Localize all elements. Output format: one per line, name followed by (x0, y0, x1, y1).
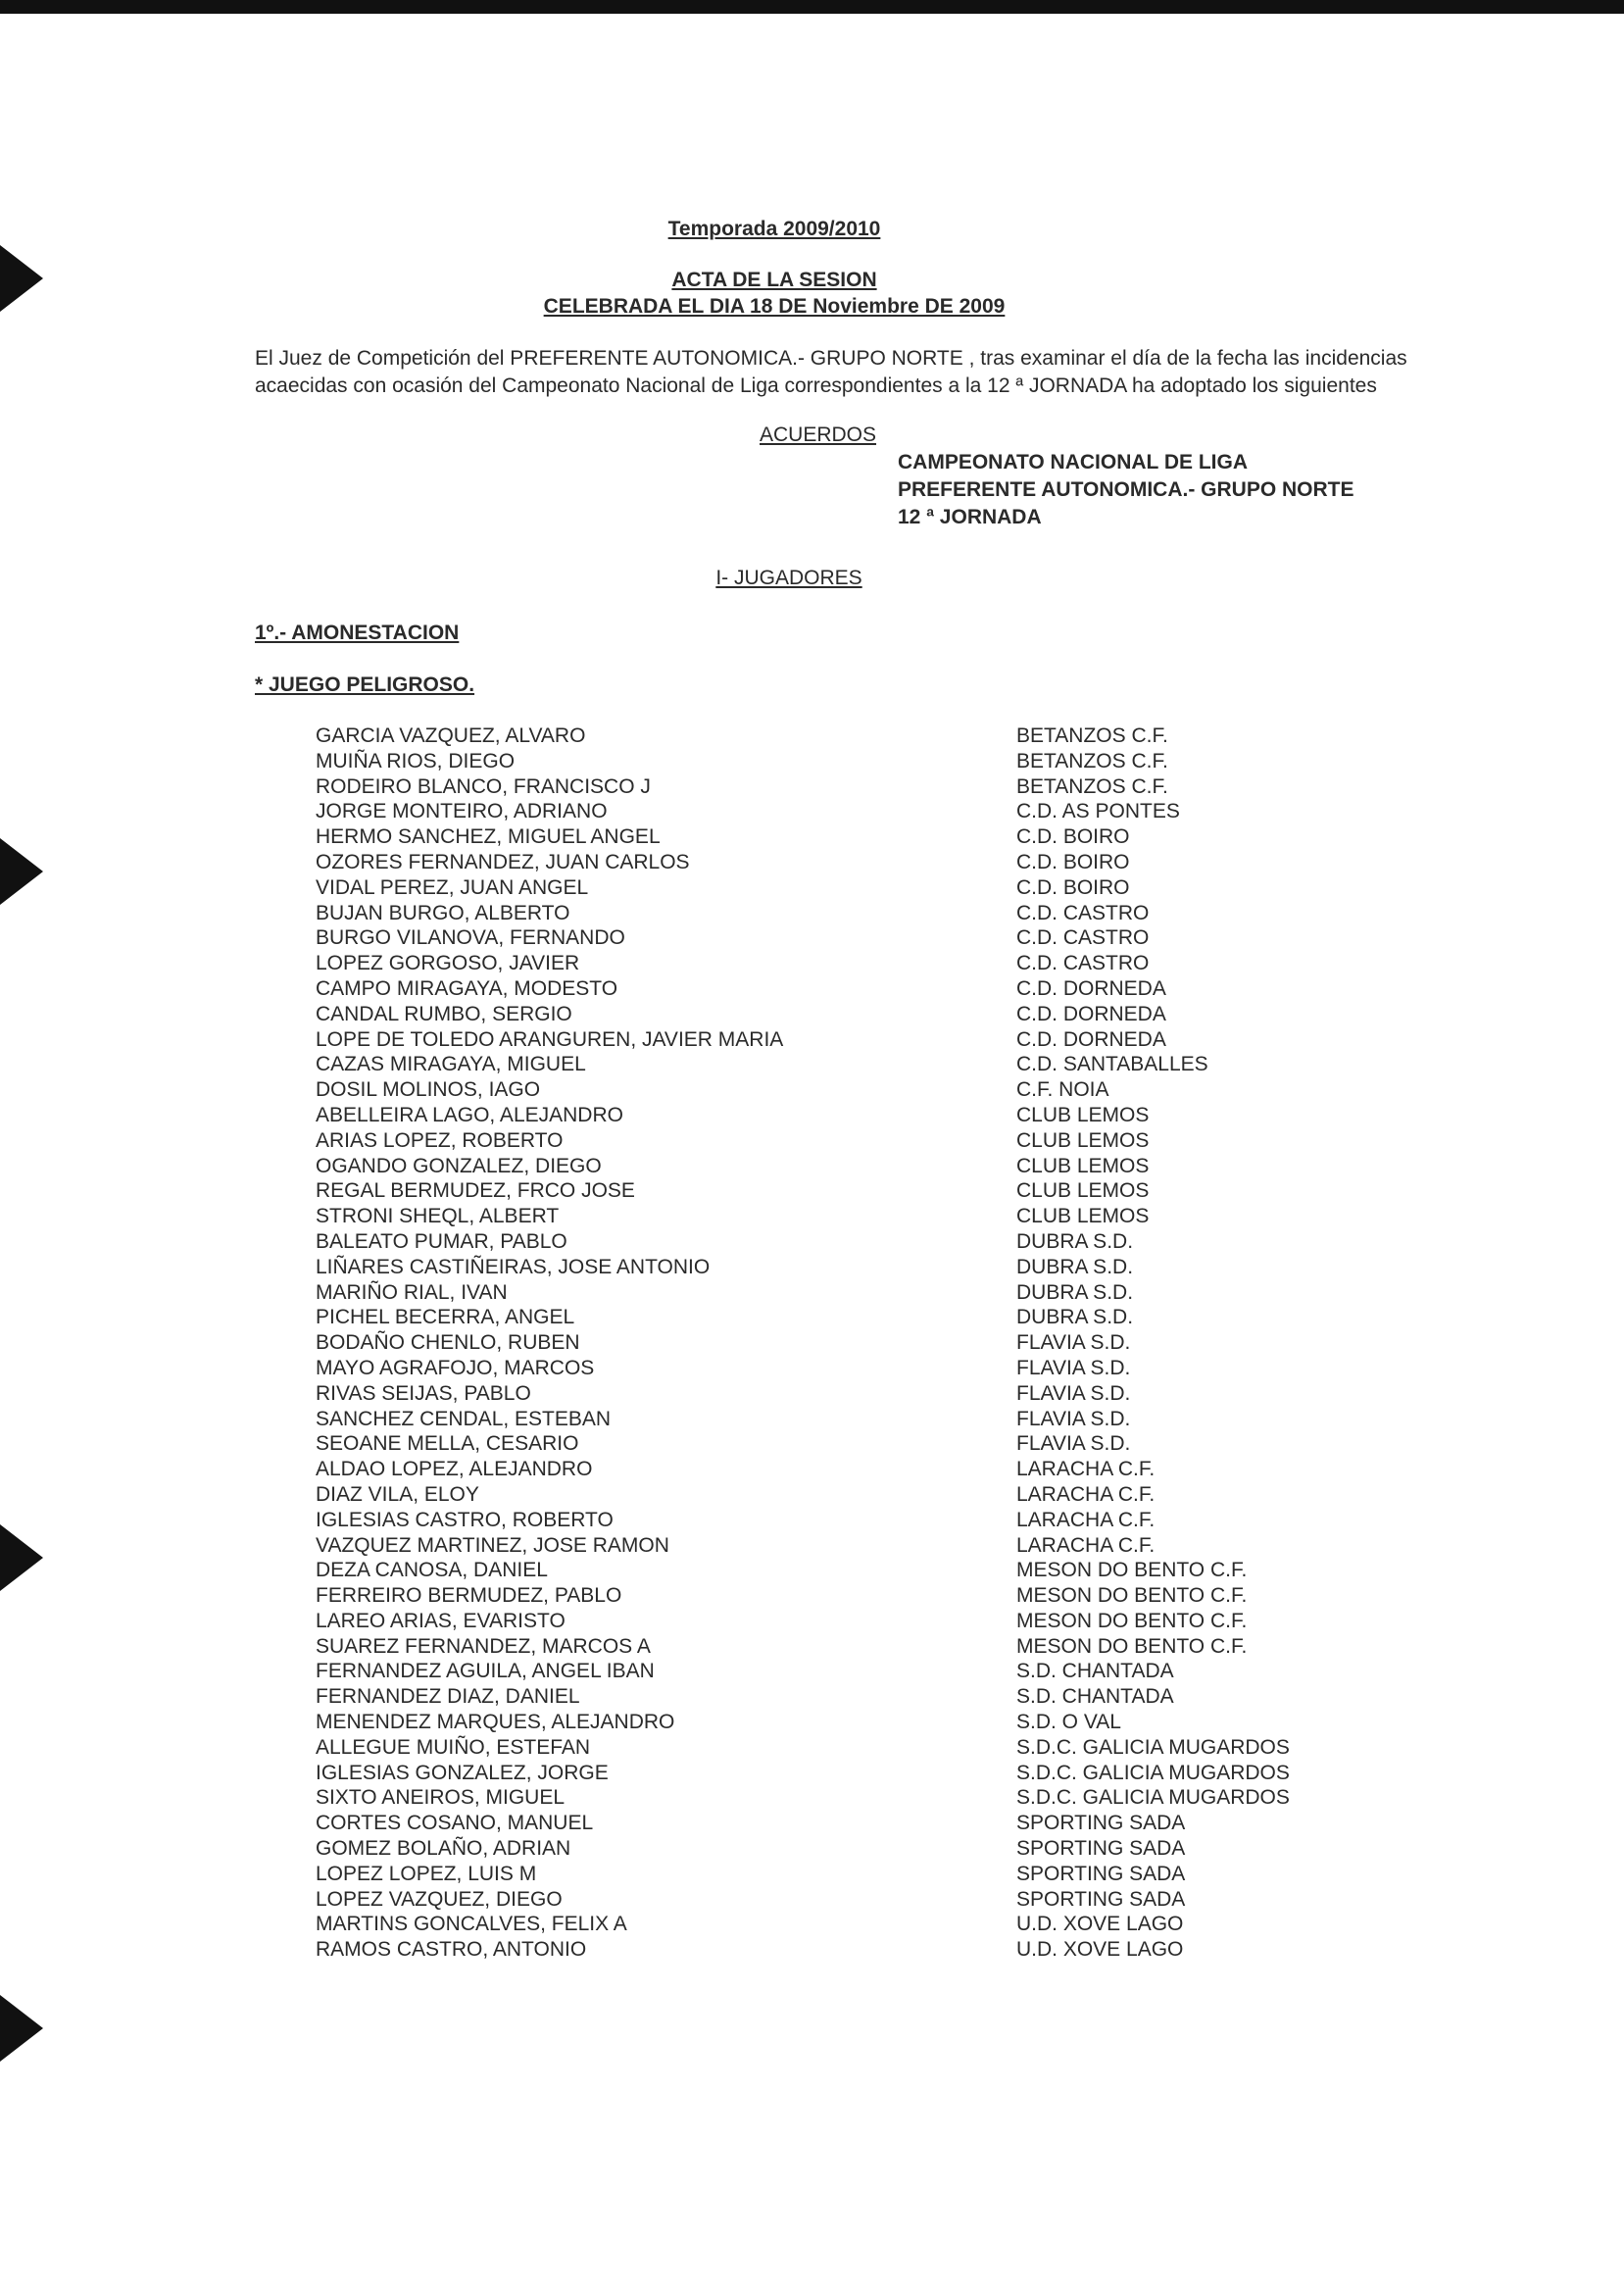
player-club: C.D. BOIRO (1016, 875, 1130, 899)
player-row (0, 1659, 1624, 1684)
player-club: MESON DO BENTO C.F. (1016, 1609, 1248, 1632)
player-club: C.D. DORNEDA (1016, 976, 1166, 1000)
player-club: BETANZOS C.F. (1016, 774, 1168, 798)
player-row (0, 1128, 1624, 1154)
player-club: MESON DO BENTO C.F. (1016, 1559, 1248, 1582)
player-row (0, 774, 1624, 800)
player-row (0, 1407, 1624, 1432)
player-name: ALDAO LOPEZ, ALEJANDRO (316, 1458, 593, 1481)
player-club: C.D. CASTRO (1016, 901, 1150, 924)
player-row (0, 723, 1624, 749)
player-row (0, 1457, 1624, 1482)
player-name: CAZAS MIRAGAYA, MIGUEL (316, 1053, 586, 1076)
player-club: C.D. BOIRO (1016, 825, 1130, 849)
player-name: CAMPO MIRAGAYA, MODESTO (316, 976, 618, 1000)
player-name: BUJAN BURGO, ALBERTO (316, 901, 570, 924)
player-row (0, 1912, 1624, 1937)
player-name: RAMOS CASTRO, ANTONIO (316, 1938, 587, 1962)
player-club: FLAVIA S.D. (1016, 1331, 1131, 1355)
player-club: MESON DO BENTO C.F. (1016, 1634, 1248, 1658)
player-club: CLUB LEMOS (1016, 1103, 1150, 1126)
player-club: SPORTING SADA (1016, 1837, 1186, 1861)
player-name: RIVAS SEIJAS, PABLO (316, 1381, 531, 1405)
player-club: S.D. CHANTADA (1016, 1660, 1174, 1683)
player-row (0, 1305, 1624, 1330)
player-club: CLUB LEMOS (1016, 1154, 1150, 1177)
player-name: GARCIA VAZQUEZ, ALVARO (316, 724, 586, 747)
player-row (0, 1583, 1624, 1609)
player-row (0, 1785, 1624, 1811)
player-club: LARACHA C.F. (1016, 1533, 1156, 1557)
player-club: DUBRA S.D. (1016, 1280, 1134, 1304)
player-row (0, 901, 1624, 926)
player-name: ARIAS LOPEZ, ROBERTO (316, 1128, 564, 1152)
player-club: SPORTING SADA (1016, 1887, 1186, 1911)
player-row (0, 1508, 1624, 1533)
player-row (0, 1761, 1624, 1786)
player-club: S.D.C. GALICIA MUGARDOS (1016, 1786, 1290, 1810)
player-row (0, 1609, 1624, 1634)
player-name: MARTINS GONCALVES, FELIX A (316, 1913, 627, 1936)
player-name: MARIÑO RIAL, IVAN (316, 1280, 508, 1304)
player-name: FERNANDEZ AGUILA, ANGEL IBAN (316, 1660, 655, 1683)
player-club: LARACHA C.F. (1016, 1458, 1156, 1481)
player-row (0, 1431, 1624, 1457)
player-name: BURGO VILANOVA, FERNANDO (316, 926, 625, 950)
player-row (0, 1862, 1624, 1887)
player-club: FLAVIA S.D. (1016, 1432, 1131, 1456)
player-name: HERMO SANCHEZ, MIGUEL ANGEL (316, 825, 661, 849)
player-name: SIXTO ANEIROS, MIGUEL (316, 1786, 566, 1810)
player-name: STRONI SHEQL, ALBERT (316, 1205, 560, 1228)
player-club: C.D. CASTRO (1016, 952, 1150, 975)
player-club: DUBRA S.D. (1016, 1306, 1134, 1329)
season-title: Temporada 2009/2010 (667, 218, 881, 240)
player-row (0, 1229, 1624, 1255)
player-name: MAYO AGRAFOJO, MARCOS (316, 1356, 595, 1379)
player-name: MUIÑA RIOS, DIEGO (316, 749, 516, 772)
player-club: FLAVIA S.D. (1016, 1356, 1131, 1379)
player-club: DUBRA S.D. (1016, 1229, 1134, 1253)
player-name: LOPEZ GORGOSO, JAVIER (316, 952, 580, 975)
player-name: GOMEZ BOLAÑO, ADRIAN (316, 1837, 571, 1861)
player-club: C.D. BOIRO (1016, 850, 1130, 873)
player-row (0, 1103, 1624, 1128)
player-row (0, 1381, 1624, 1407)
player-club: C.F. NOIA (1016, 1078, 1109, 1102)
player-row (0, 976, 1624, 1002)
player-name: DOSIL MOLINOS, IAGO (316, 1078, 541, 1102)
player-name: SUAREZ FERNANDEZ, MARCOS A (316, 1634, 651, 1658)
player-club: C.D. CASTRO (1016, 926, 1150, 950)
competition-line: CAMPEONATO NACIONAL DE LIGA (898, 451, 1249, 473)
player-name: RODEIRO BLANCO, FRANCISCO J (316, 774, 651, 798)
player-name: BODAÑO CHENLO, RUBEN (316, 1331, 580, 1355)
player-name: OZORES FERNANDEZ, JUAN CARLOS (316, 850, 690, 873)
player-name: LOPEZ VAZQUEZ, DIEGO (316, 1887, 563, 1911)
player-row (0, 925, 1624, 951)
player-row (0, 875, 1624, 901)
player-club: S.D.C. GALICIA MUGARDOS (1016, 1761, 1290, 1784)
player-name: FERNANDEZ DIAZ, DANIEL (316, 1685, 580, 1709)
player-row (0, 1330, 1624, 1356)
player-name: CANDAL RUMBO, SERGIO (316, 1002, 572, 1025)
intro-paragraph: El Juez de Competición del PREFERENTE AUTONOMICA.- GRUPO NORTE , tras examinar el día de la fecha las incidencias acaecidas con ocasión del Campeonato Nacional de Liga correspondientes a la 12 ª JORNADA ha adoptado los siguientes (255, 347, 1407, 397)
player-name: DEZA CANOSA, DANIEL (316, 1559, 548, 1582)
player-name: PICHEL BECERRA, ANGEL (316, 1306, 575, 1329)
player-row (0, 799, 1624, 824)
category-heading: * JUEGO PELIGROSO. (255, 673, 475, 696)
player-row (0, 1684, 1624, 1710)
section-heading: I- JUGADORES (715, 567, 862, 589)
player-name: JORGE MONTEIRO, ADRIANO (316, 800, 608, 823)
player-club: S.D.C. GALICIA MUGARDOS (1016, 1735, 1290, 1759)
player-row (0, 749, 1624, 774)
player-club: CLUB LEMOS (1016, 1128, 1150, 1152)
player-name: BALEATO PUMAR, PABLO (316, 1229, 567, 1253)
player-row (0, 951, 1624, 976)
player-row (0, 1052, 1624, 1077)
player-row (0, 1533, 1624, 1559)
player-row (0, 1077, 1624, 1103)
competition-line: 12 ª JORNADA (898, 506, 1042, 528)
player-name: REGAL BERMUDEZ, FRCO JOSE (316, 1179, 635, 1203)
player-row (0, 1735, 1624, 1761)
player-name: VAZQUEZ MARTINEZ, JOSE RAMON (316, 1533, 669, 1557)
subsection-heading: 1º.- AMONESTACION (255, 622, 460, 644)
player-name: SEOANE MELLA, CESARIO (316, 1432, 579, 1456)
acuerdos-heading: ACUERDOS (760, 423, 877, 446)
player-club: BETANZOS C.F. (1016, 724, 1168, 747)
player-club: LARACHA C.F. (1016, 1482, 1156, 1506)
player-name: LOPE DE TOLEDO ARANGUREN, JAVIER MARIA (316, 1027, 784, 1051)
player-name: VIDAL PEREZ, JUAN ANGEL (316, 875, 589, 899)
player-row (0, 1178, 1624, 1204)
player-club: DUBRA S.D. (1016, 1255, 1134, 1278)
player-name: LAREO ARIAS, EVARISTO (316, 1609, 566, 1632)
player-row (0, 1356, 1624, 1381)
player-row (0, 850, 1624, 875)
player-row (0, 1887, 1624, 1913)
player-club: C.D. AS PONTES (1016, 800, 1180, 823)
player-row (0, 1836, 1624, 1862)
competition-line: PREFERENTE AUTONOMICA.- GRUPO NORTE (898, 478, 1354, 501)
player-club: U.D. XOVE LAGO (1016, 1938, 1184, 1962)
competition-block (898, 449, 1354, 531)
player-club: C.D. DORNEDA (1016, 1027, 1166, 1051)
player-club: C.D. DORNEDA (1016, 1002, 1166, 1025)
player-row (0, 1204, 1624, 1229)
player-club: U.D. XOVE LAGO (1016, 1913, 1184, 1936)
player-row (0, 1558, 1624, 1583)
player-club: FLAVIA S.D. (1016, 1381, 1131, 1405)
player-row (0, 1027, 1624, 1053)
player-club: C.D. SANTABALLES (1016, 1053, 1208, 1076)
player-club: CLUB LEMOS (1016, 1179, 1150, 1203)
player-name: MENENDEZ MARQUES, ALEJANDRO (316, 1711, 675, 1734)
player-row (0, 1634, 1624, 1660)
player-club: SPORTING SADA (1016, 1862, 1186, 1885)
player-row (0, 1280, 1624, 1306)
player-name: SANCHEZ CENDAL, ESTEBAN (316, 1407, 612, 1430)
player-club: MESON DO BENTO C.F. (1016, 1584, 1248, 1608)
acta-subtitle: CELEBRADA EL DIA 18 DE Noviembre DE 2009 (543, 295, 1006, 318)
player-name: OGANDO GONZALEZ, DIEGO (316, 1154, 602, 1177)
player-club: CLUB LEMOS (1016, 1205, 1150, 1228)
player-club: LARACHA C.F. (1016, 1508, 1156, 1531)
players-list (0, 723, 1624, 1963)
player-name: LIÑARES CASTIÑEIRAS, JOSE ANTONIO (316, 1255, 711, 1278)
player-row (0, 1154, 1624, 1179)
player-name: FERREIRO BERMUDEZ, PABLO (316, 1584, 622, 1608)
player-name: LOPEZ LOPEZ, LUIS M (316, 1862, 537, 1885)
player-club: S.D. CHANTADA (1016, 1685, 1174, 1709)
player-club: BETANZOS C.F. (1016, 749, 1168, 772)
player-name: CORTES COSANO, MANUEL (316, 1812, 594, 1835)
player-row (0, 1482, 1624, 1508)
player-name: IGLESIAS CASTRO, ROBERTO (316, 1508, 614, 1531)
player-club: SPORTING SADA (1016, 1812, 1186, 1835)
player-club: S.D. O VAL (1016, 1711, 1121, 1734)
player-name: DIAZ VILA, ELOY (316, 1482, 479, 1506)
player-name: ABELLEIRA LAGO, ALEJANDRO (316, 1103, 623, 1126)
player-row (0, 1811, 1624, 1836)
player-row (0, 1710, 1624, 1735)
player-row (0, 1255, 1624, 1280)
acta-title: ACTA DE LA SESION (671, 269, 877, 291)
player-name: IGLESIAS GONZALEZ, JORGE (316, 1761, 609, 1784)
player-club: FLAVIA S.D. (1016, 1407, 1131, 1430)
player-name: ALLEGUE MUIÑO, ESTEFAN (316, 1735, 591, 1759)
player-row (0, 824, 1624, 850)
player-row (0, 1002, 1624, 1027)
player-row (0, 1937, 1624, 1963)
